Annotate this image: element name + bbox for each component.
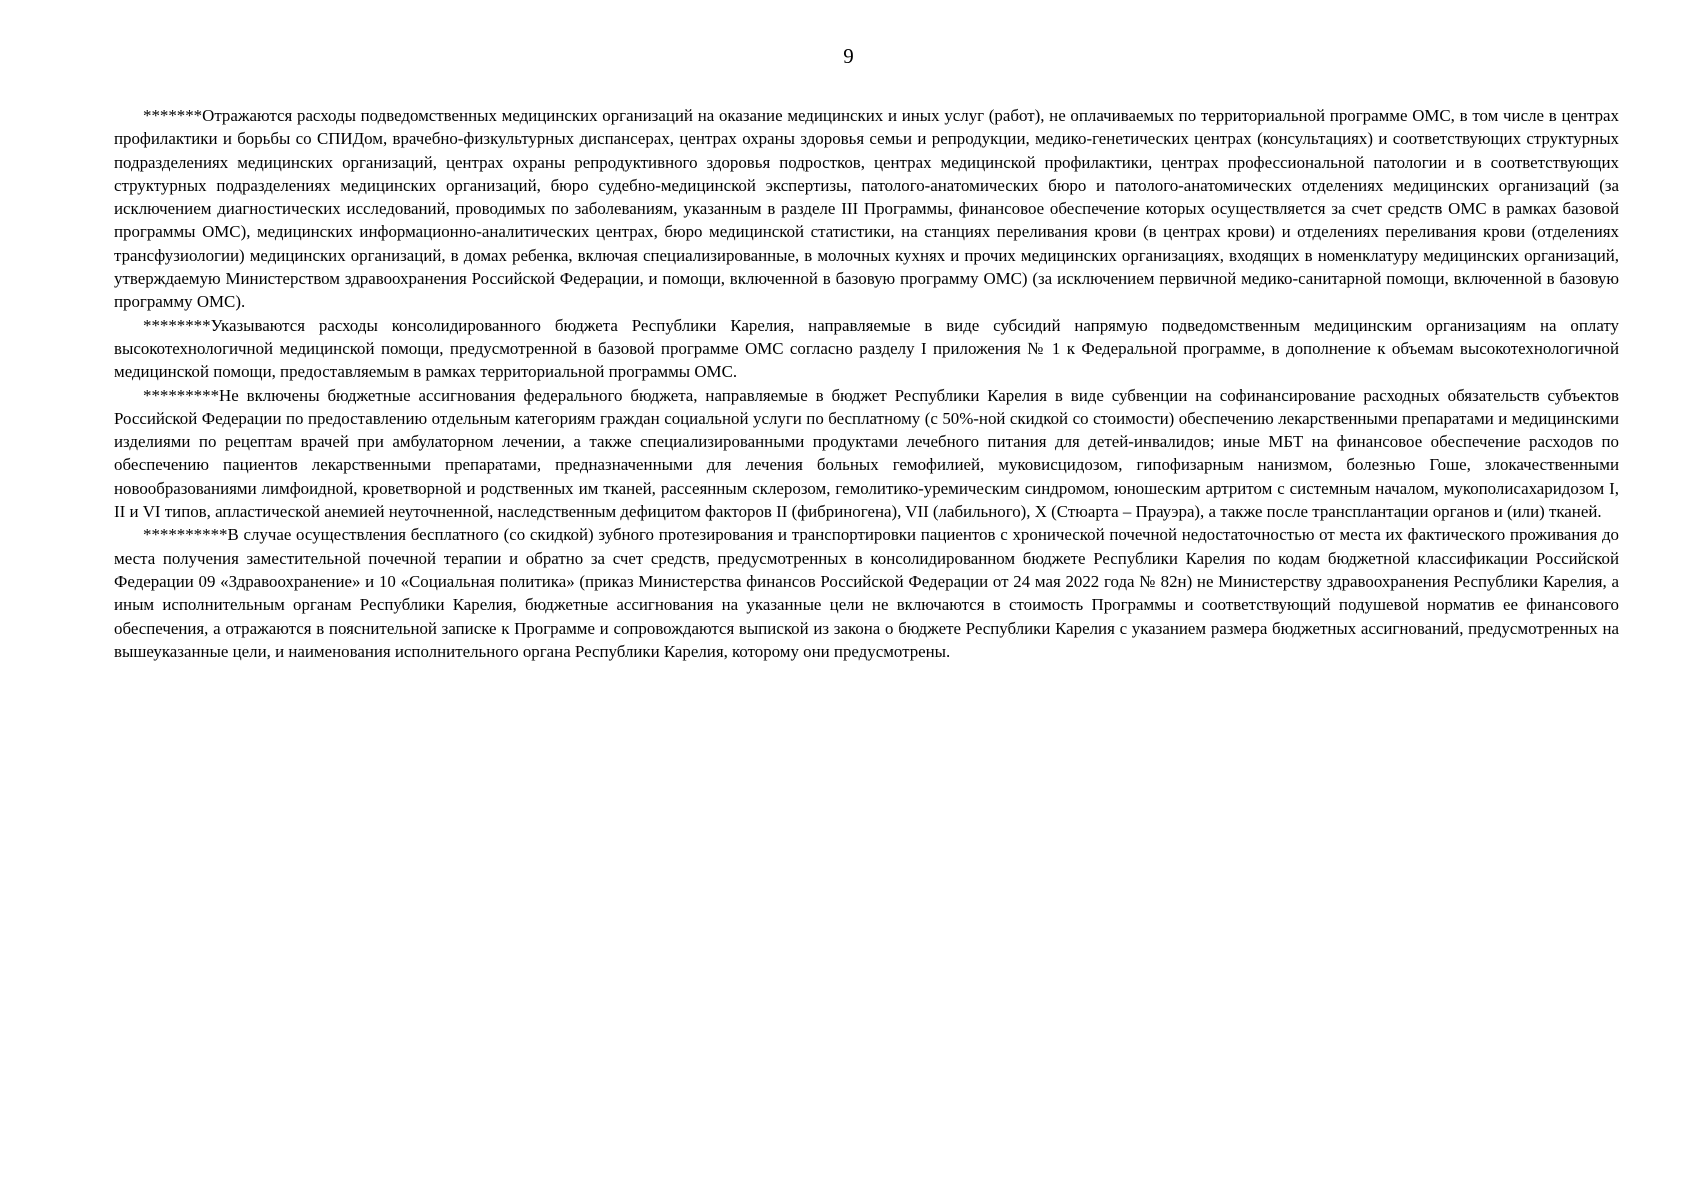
footnote-10-asterisks: **********В случае осуществления бесплатного (со скидкой) зубного протезирования и транспортировки пациентов с хронической почечной недостаточностью от места их фактического проживания до места получения заместительной почечной терапии и обратно за счет средств, предусмотренных в консолидированном бюджете Республики Карелия по кодам бюджетной классификации Российской Федерации 09 «Здравоохранение» и 10 «Социальная политика» (приказ Министерства финансов Российской Федерации от 24 мая 2022 года № 82н) не Министерству здравоохранения Республики Карелия, а иным исполнительным органам Республики Карелия, бюджетные ассигнования на указанные цели не включаются в стоимость Программы и соответствующий подушевой норматив ее финансового обеспечения, а отражаются в пояснительной записке к Программе и сопровождаются выпиской из закона о бюджете Республики Карелия с указанием размера бюджетных ассигнований, предусмотренных на вышеуказанные цели, и наименования исполнительного органа Республики Карелия, которому они предусмотрены. — [114, 525, 1619, 661]
footnote-8-asterisks: ********Указываются расходы консолидированного бюджета Республики Карелия, направляемые в виде субсидий напрямую подведомственным медицинским организациям на оплату высокотехнологичной медицинской помощи, предусмотренной в базовой программе ОМС согласно разделу I приложения № 1 к Федеральной программе, в дополнение к объемам высокотехнологичной медицинской помощи, предоставляемым в рамках территориальной программы ОМС. — [114, 315, 1619, 382]
footnote-7-asterisks: *******Отражаются расходы подведомственных медицинских организаций на оказание медицинских и иных услуг (работ), не оплачиваемых по территориальной программе ОМС, в том числе в центрах профилактики и борьбы со СПИДом, врачебно-физкультурных диспансерах, центрах охраны здоровья семьи и репродукции, медико-генетических центрах (консультациях) и соответствующих структурных подразделениях медицинских организаций, центрах охраны репродуктивного здоровья подростков, центрах медицинской профилактики, центрах профессиональной патологии и в соответствующих структурных подразделениях медицинских организаций, бюро судебно-медицинской экспертизы, патолого-анатомических бюро и патолого-анатомических отделениях медицинских организаций (за исключением диагностических исследований, проводимых по заболеваниям, указанным в разделе III Программы, финансовое обеспечение которых осуществляется за счет средств ОМС в рамках базовой программы ОМС), медицинских информационно-аналитических центрах, бюро медицинской статистики, на станциях переливания крови (в центрах крови) и отделениях переливания крови (отделениях трансфузиологии) медицинских организаций, в домах ребенка, включая специализированные, в молочных кухнях и прочих медицинских организациях, входящих в номенклатуру медицинских организаций, утверждаемую Министерством здравоохранения Российской Федерации, и помощи, включенной в базовую программу ОМС) (за исключением первичной медико-санитарной помощи, включенной в базовую программу ОМС). — [114, 106, 1619, 312]
footnote-9-asterisks: *********Не включены бюджетные ассигнования федерального бюджета, направляемые в бюджет Республики Карелия в виде субвенции на софинансирование расходных обязательств субъектов Российской Федерации по предоставлению отдельным категориям граждан социальной услуги по бесплатному (с 50%-ной скидкой со стоимости) обеспечению лекарственными препаратами и медицинскими изделиями по рецептам врачей при амбулаторном лечении, а также специализированными продуктами лечебного питания для детей-инвалидов; иные МБТ на финансовое обеспечение расходов по обеспечению пациентов лекарственными препаратами, предназначенными для лечения больных гемофилией, муковисцидозом, гипофизарным нанизмом, болезнью Гоше, злокачественными новообразованиями лимфоидной, кроветворной и родственных им тканей, рассеянным склерозом, гемолитико-уремическим синдромом, юношеским артритом с системным началом, мукополисахаридозом I, II и VI типов, апластической анемией неуточненной, наследственным дефицитом факторов II (фибриногена), VII (лабильного), X (Стюарта – Прауэра), а также после трансплантации органов и (или) тканей. — [114, 385, 1619, 522]
footnotes-section — [114, 104, 1619, 663]
page-number: 9 — [843, 44, 854, 68]
